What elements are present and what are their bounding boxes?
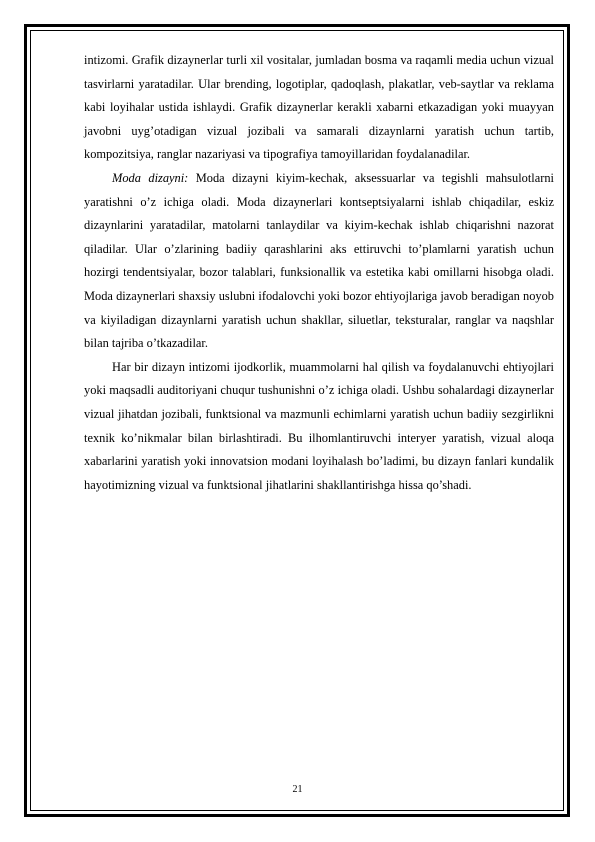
paragraph-fashion-design-text: Moda dizayni kiyim-kechak, aksessuarlar va tegishli mahsulotlarni yaratishni o’z ichiga oladi. Moda dizaynerlari kontseptsiyalarni ishlab chiqadilar, eskiz dizaynlarini yaratadilar, matolarni tanlaydilar va kiyim-kechak ishlab chiqarishni nazorat qiladilar. Ular o’zlarining badiiy qarashlarini aks ettiruvchi to’plamlarni yaratish uchun hozirgi tendentsiyalar, bozor talablari, funksionallik va estetika kabi omillarni hisobga oladi. Moda dizaynerlari shaxsiy uslubni ifodalovchi yoki bozor ehtiyojlariga javob beradigan noyob va kiyiladigan dizaynlarni yaratish uchun shakllar, siluetlar, teksturalar, ranglar va naqshlar bilan tajriba o’tkazadilar. [84,170,554,351]
page-number: 21 [292,784,303,795]
paragraph-graphic-design: intizomi. Grafik dizaynerlar turli xil vositalar, jumladan bosma va raqamli media uchun vizual tasvirlarni yaratadilar. Ular brending, logotiplar, qadoqlash, plakatlar, veb-saytlar va reklama kabi loyihalar ustida ishlaydi. Grafik dizaynerlar kerakli xabarni etkazadigan yoki muayyan javobni uyg’otadigan vizual jozibali va samarali dizaynlarni yaratish uchun tartib, kompozitsiya, ranglar nazariyasi va tipografiya tamoyillaridan foydalanadilar. [84,53,554,162]
paragraph-design-disciplines: Har bir dizayn intizomi ijodkorlik, muammolarni hal qilish va foydalanuvchi ehtiyojlari yoki maqsadli auditoriyani chuqur tushunishni o’z ichiga oladi. Ushbu sohalardagi dizaynerlar vizual jihatdan jozibali, funktsional va mazmunli echimlarni yaratish uchun badiiy sezgirlikni texnik ko’nikmalar bilan birlashtiradi. Bu ilhomlantiruvchi interyer yaratish, vizual aloqa xabarlarini yaratish yoki innovatsion modani loyihalash bo’ladimi, bu dizayn fanlari kundalik hayotimizning vizual va funktsional jihatlarini shakllantirishga hissa qo’shadi. [84,359,554,492]
paragraph-fashion-design [84,167,554,356]
document-body [84,49,554,497]
term-fashion-design: Moda dizayni: [112,170,189,185]
